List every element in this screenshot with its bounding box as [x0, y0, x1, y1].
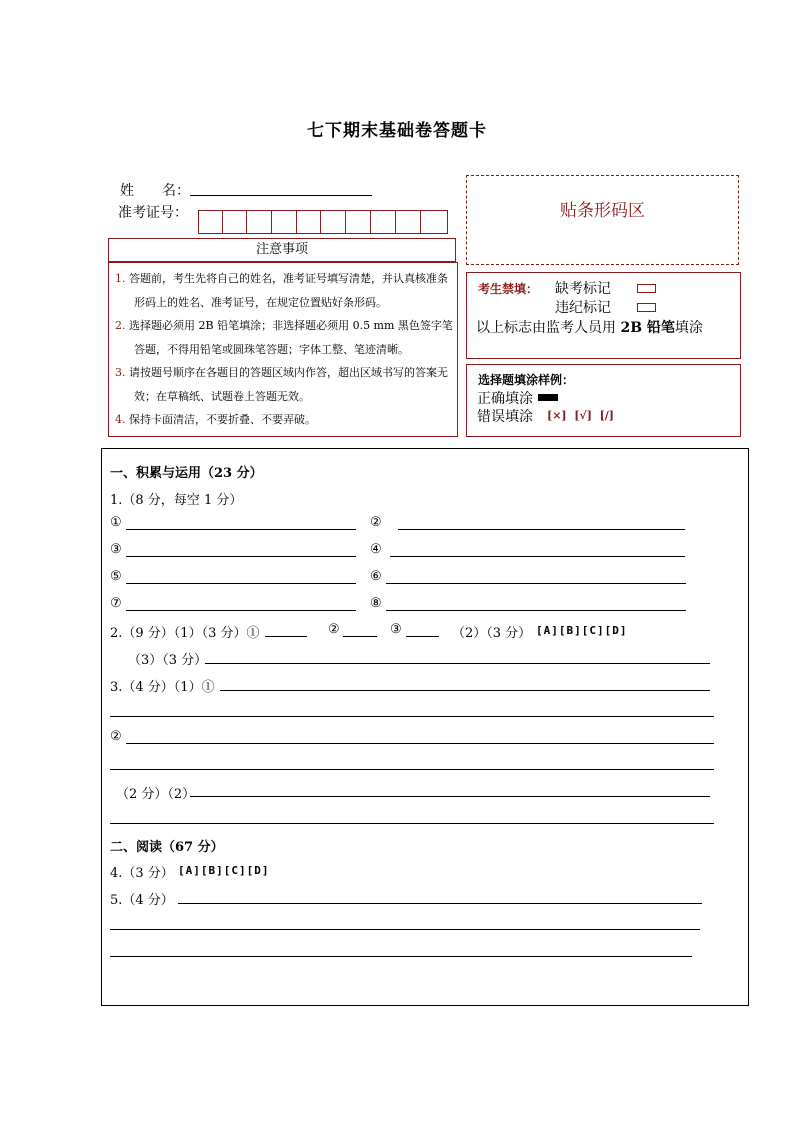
fill-sample-box — [466, 364, 741, 437]
answer-line[interactable] — [110, 716, 714, 717]
q4-label: 4.（3 分） — [110, 866, 174, 881]
answer-line[interactable] — [265, 636, 307, 637]
absent-label: 缺考标记 — [555, 281, 611, 297]
answer-line[interactable] — [110, 823, 714, 824]
violation-label: 违纪标记 — [555, 300, 611, 316]
id-cell[interactable] — [345, 211, 369, 233]
answer-line[interactable] — [220, 690, 710, 691]
notice-body — [108, 262, 458, 437]
blank-number: ⑧ — [370, 596, 382, 611]
id-cell[interactable] — [395, 211, 419, 233]
q2-label: 2.（9 分）（1）（3 分）① — [110, 626, 260, 641]
section1-heading: 一、积累与运用（23 分） — [110, 466, 263, 481]
answer-line[interactable] — [178, 903, 702, 904]
page-title: 七下期末基础卷答题卡 — [307, 121, 487, 141]
blank-number: ② — [328, 622, 340, 637]
sample-heading: 选择题填涂样例： — [478, 373, 575, 387]
name-field[interactable] — [190, 195, 372, 196]
blank-number: ② — [370, 515, 382, 530]
answer-line[interactable] — [386, 583, 686, 584]
notice-item: 2. 选择题必须用 2B 铅笔填涂；非选择题必须用 0.5 mm 黑色签字笔答题，不得用铅笔或圆珠笔答题；字体工整、笔迹清晰。 — [115, 319, 453, 356]
answer-line[interactable] — [110, 769, 714, 770]
id-cell[interactable] — [420, 211, 444, 233]
q2-part2-label: （2）（3 分） — [452, 626, 532, 641]
examiner-label: 考生禁填： — [478, 282, 539, 296]
notice-item: 3. 请按题号顺序在各题目的答题区域内作答，超出区域书写的答案无效；在草稿纸、试题卷上答题无效。 — [115, 366, 448, 403]
notice-heading: 注意事项 — [108, 238, 456, 262]
answer-area — [101, 448, 749, 1006]
q4-choice-options[interactable]: [A][B][C][D] — [178, 864, 270, 877]
id-cell[interactable] — [246, 211, 270, 233]
q1-label: 1.（8 分，每空 1 分） — [110, 493, 243, 508]
section2-heading: 二、阅读（67 分） — [110, 840, 224, 855]
wrong-label: 错误填涂 — [477, 409, 533, 425]
blank-number: ⑦ — [110, 596, 122, 611]
answer-line[interactable] — [390, 556, 685, 557]
blank-number: ② — [110, 729, 122, 744]
q3-part2-label: （2 分）（2） — [116, 787, 196, 802]
answer-line[interactable] — [398, 529, 685, 530]
id-cell[interactable] — [296, 211, 320, 233]
answer-line[interactable] — [126, 556, 356, 557]
violation-mark-box[interactable] — [637, 303, 656, 312]
blank-number: ① — [110, 515, 122, 530]
answer-line[interactable] — [110, 929, 700, 930]
id-cell[interactable] — [198, 211, 222, 233]
answer-line[interactable] — [205, 663, 710, 664]
blank-number: ④ — [370, 542, 382, 557]
id-cell[interactable] — [271, 211, 295, 233]
id-cell[interactable] — [320, 211, 344, 233]
examiner-note: 以上标志由监考人员用 2B 铅笔填涂 — [476, 320, 703, 336]
answer-line[interactable] — [110, 956, 692, 957]
correct-label: 正确填涂 — [477, 391, 533, 407]
blank-number: ③ — [110, 542, 122, 557]
answer-line[interactable] — [406, 636, 439, 637]
name-label: 姓 名： — [120, 183, 190, 199]
q3-label: 3.（4 分）（1）① — [110, 680, 215, 695]
answer-line[interactable] — [343, 636, 377, 637]
q2-choice-options[interactable]: [A][B][C][D] — [536, 624, 628, 637]
blank-number: ③ — [390, 622, 402, 637]
id-cell[interactable] — [370, 211, 394, 233]
notice-item: 1. 答题前，考生先将自己的姓名，准考证号填写清楚，并认真核准条形码上的姓名、准考证号，在规定位置贴好条形码。 — [115, 272, 448, 309]
answer-line[interactable] — [126, 610, 356, 611]
answer-line[interactable] — [126, 743, 714, 744]
notice-item: 4. 保持卡面清洁，不要折叠、不要弄破。 — [115, 413, 316, 426]
wrong-marks: [×] [√] [/] — [547, 409, 615, 422]
q2-part3-label: （3）（3 分） — [128, 653, 208, 668]
q5-label: 5.（4 分） — [110, 893, 174, 908]
answer-line[interactable] — [126, 583, 356, 584]
blank-number: ⑤ — [110, 569, 122, 584]
blank-number: ⑥ — [370, 569, 382, 584]
answer-line[interactable] — [386, 610, 686, 611]
barcode-area: 贴条形码区 — [466, 175, 739, 265]
id-number-grid[interactable] — [198, 210, 448, 234]
id-label: 准考证号： — [118, 205, 188, 221]
id-cell[interactable] — [222, 211, 246, 233]
answer-line[interactable] — [126, 529, 356, 530]
absent-mark-box[interactable] — [637, 284, 656, 293]
filled-mark-icon — [538, 394, 558, 401]
examiner-box — [466, 272, 741, 359]
answer-line[interactable] — [190, 796, 710, 797]
